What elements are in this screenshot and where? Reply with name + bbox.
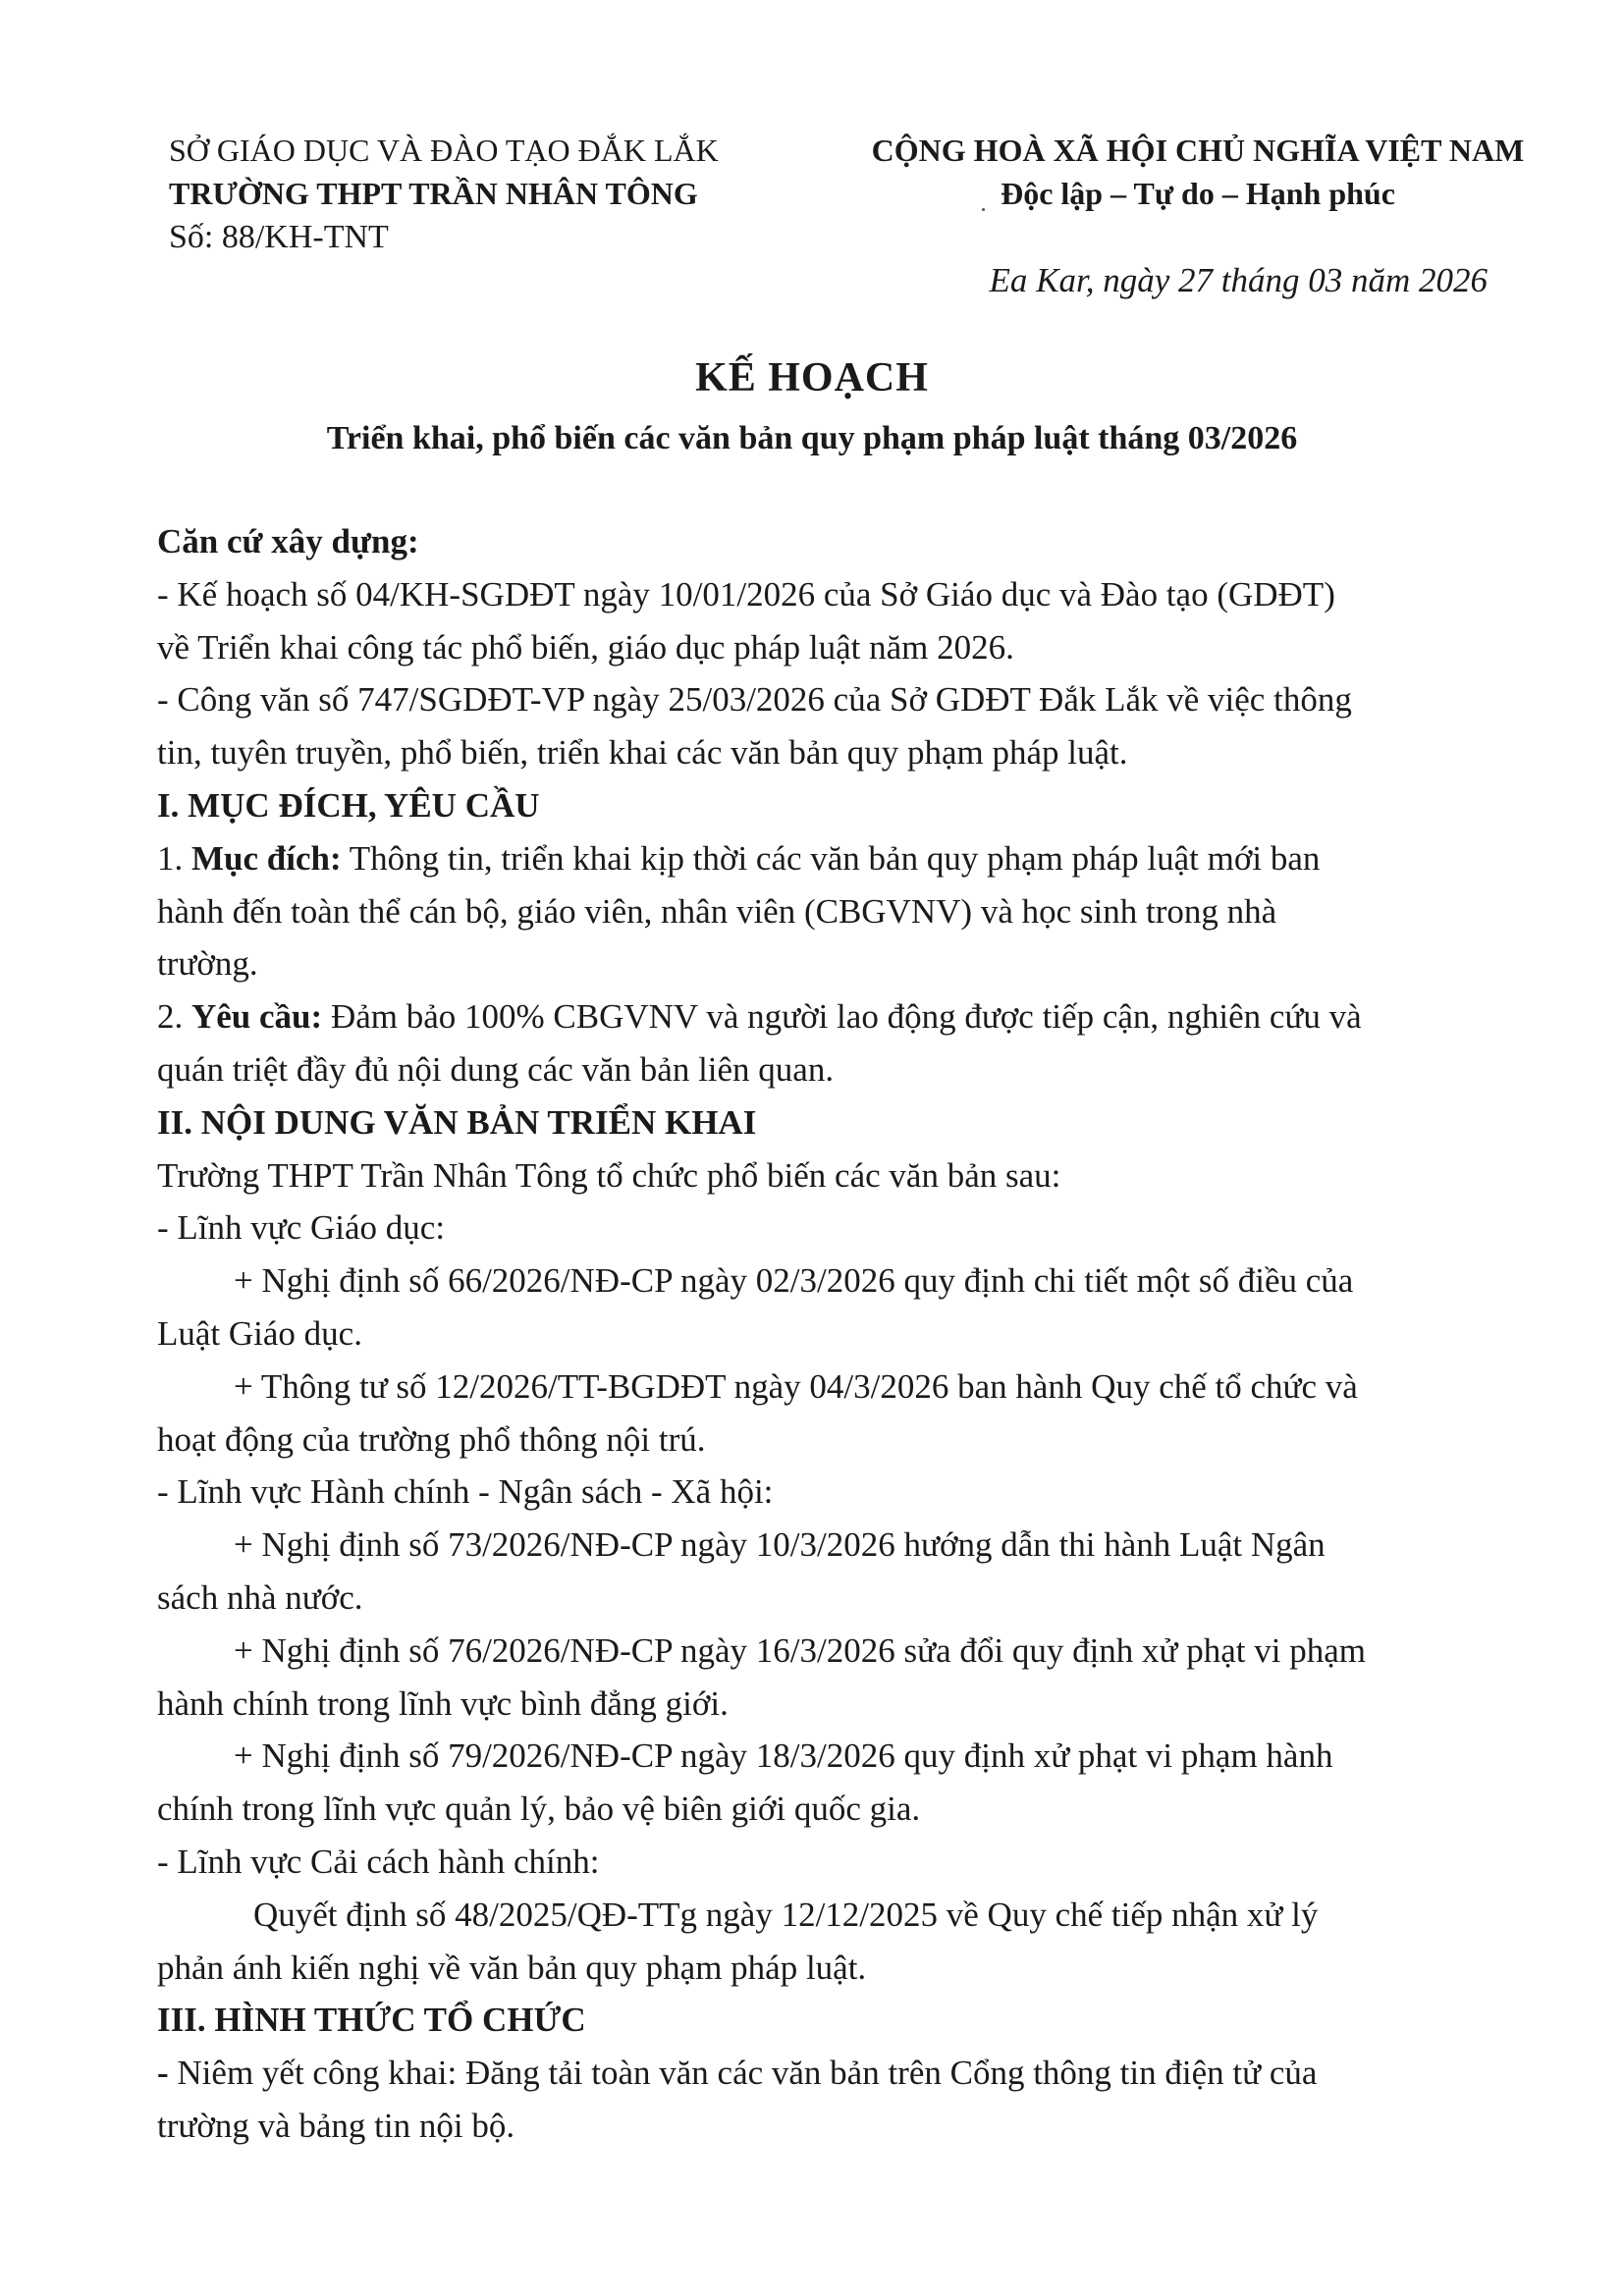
field-admin-reform: - Lĩnh vực Cải cách hành chính: — [157, 1842, 600, 1881]
country-name: CỘNG HOÀ XÃ HỘI CHỦ NGHĨA VIỆT NAM — [871, 133, 1525, 168]
school-name: TRƯỜNG THPT TRẦN NHÂN TÔNG — [169, 176, 698, 211]
section-3-heading: III. HÌNH THỨC TỔ CHỨC — [157, 2001, 586, 2040]
document-title: KẾ HOẠCH — [695, 355, 929, 400]
requirement-label: Yêu cầu: — [191, 997, 323, 1037]
document-subtitle: Triển khai, phổ biến các văn bản quy phạm pháp luật tháng 03/2026 — [326, 420, 1298, 456]
decree-79-line-2: chính trong lĩnh vực quản lý, bảo vệ biên giới quốc gia. — [157, 1789, 921, 1829]
decree-76-line-1: + Nghị định số 76/2026/NĐ-CP ngày 16/3/2026 sửa đổi quy định xử phạt vi phạm — [234, 1630, 1367, 1670]
requirement-line-1 — [157, 990, 1502, 1043]
decree-73-line-1: + Nghị định số 73/2026/NĐ-CP ngày 10/3/2026 hướng dẫn thi hành Luật Ngân — [234, 1525, 1326, 1565]
requirement-text: Đảm bảo 100% CBGVNV và người lao động được tiếp cận, nghiên cứu và — [322, 997, 1362, 1037]
decree-76-line-2: hành chính trong lĩnh vực bình đẳng giới. — [157, 1683, 729, 1723]
purpose-label: Mục đích: — [191, 838, 342, 878]
decree-73-line-2: sách nhà nước. — [157, 1577, 363, 1617]
circular-12-line-2: hoạt động của trường phổ thông nội trú. — [157, 1419, 706, 1459]
purpose-line-3: trường. — [157, 944, 258, 984]
public-posting-line-1 — [157, 2047, 1502, 2100]
place-and-date: Ea Kar, ngày 27 tháng 03 năm 2026 — [989, 261, 1488, 299]
header-right — [825, 129, 1571, 215]
basis-heading: Căn cứ xây dựng: — [157, 522, 419, 561]
circular-12-line-1: + Thông tư số 12/2026/TT-BGDĐT ngày 04/3/2026 ban hành Quy chế tổ chức và — [234, 1366, 1358, 1406]
document-body — [157, 515, 1502, 2153]
header-left — [169, 129, 876, 260]
basis-item-2-line-1: - Công văn số 747/SGDĐT-VP ngày 25/03/2026 của Sở GDĐT Đắk Lắk về việc thông — [157, 680, 1352, 720]
purpose-prefix: 1. — [157, 838, 191, 878]
national-motto: Độc lập – Tự do – Hạnh phúc — [1001, 176, 1395, 211]
purpose-line-1 — [157, 832, 1502, 885]
public-posting-line-2: trường và bảng tin nội bộ. — [157, 2106, 515, 2145]
field-administration: - Lĩnh vực Hành chính - Ngân sách - Xã hội: — [157, 1472, 774, 1512]
decree-66-line-2: Luật Giáo dục. — [157, 1313, 362, 1353]
section-1-heading: I. MỤC ĐÍCH, YÊU CẦU — [157, 785, 540, 825]
decision-48-line-2: phản ánh kiến nghị về văn bản quy phạm pháp luật. — [157, 1948, 867, 1987]
decree-66-line-1: + Nghị định số 66/2026/NĐ-CP ngày 02/3/2026 quy định chi tiết một số điều của — [234, 1261, 1354, 1301]
basis-item-1-line-1: - Kế hoạch số 04/KH-SGDĐT ngày 10/01/2026 của Sở Giáo dục và Đào tạo (GDĐT) — [157, 574, 1335, 614]
purpose-text: Thông tin, triển khai kịp thời các văn bản quy phạm pháp luật mới ban — [341, 838, 1321, 878]
section-2-intro: Trường THPT Trần Nhân Tông tổ chức phổ biến các văn bản sau: — [157, 1155, 1061, 1195]
decision-48-line-1: Quyết định số 48/2025/QĐ-TTg ngày 12/12/2025 về Quy chế tiếp nhận xử lý — [253, 1895, 1319, 1934]
public-posting-dash: - — [157, 2054, 169, 2093]
basis-item-2-line-2: tin, tuyên truyền, phổ biến, triển khai các văn bản quy phạm pháp luật. — [157, 733, 1128, 773]
section-2-heading: II. NỘI DUNG VĂN BẢN TRIỂN KHAI — [157, 1102, 757, 1142]
department-name: SỞ GIÁO DỤC VÀ ĐÀO TẠO ĐẮK LẮK — [169, 133, 719, 168]
requirement-prefix: 2. — [157, 997, 191, 1037]
decree-79-line-1: + Nghị định số 79/2026/NĐ-CP ngày 18/3/2026 quy định xử phạt vi phạm hành — [234, 1736, 1333, 1776]
basis-item-1-line-2: về Triển khai công tác phổ biến, giáo dục pháp luật năm 2026. — [157, 627, 1014, 667]
public-posting-text: Niêm yết công khai: Đăng tải toàn văn các văn bản trên Cổng thông tin điện tử của — [168, 2054, 1318, 2093]
document-number: Số: 88/KH-TNT — [169, 219, 389, 255]
purpose-line-2: hành đến toàn thể cán bộ, giáo viên, nhân viên (CBGVNV) và học sinh trong nhà — [157, 891, 1277, 931]
decorative-dot — [982, 208, 985, 211]
requirement-line-2: quán triệt đầy đủ nội dung các văn bản liên quan. — [157, 1049, 835, 1089]
field-education: - Lĩnh vực Giáo dục: — [157, 1208, 446, 1248]
